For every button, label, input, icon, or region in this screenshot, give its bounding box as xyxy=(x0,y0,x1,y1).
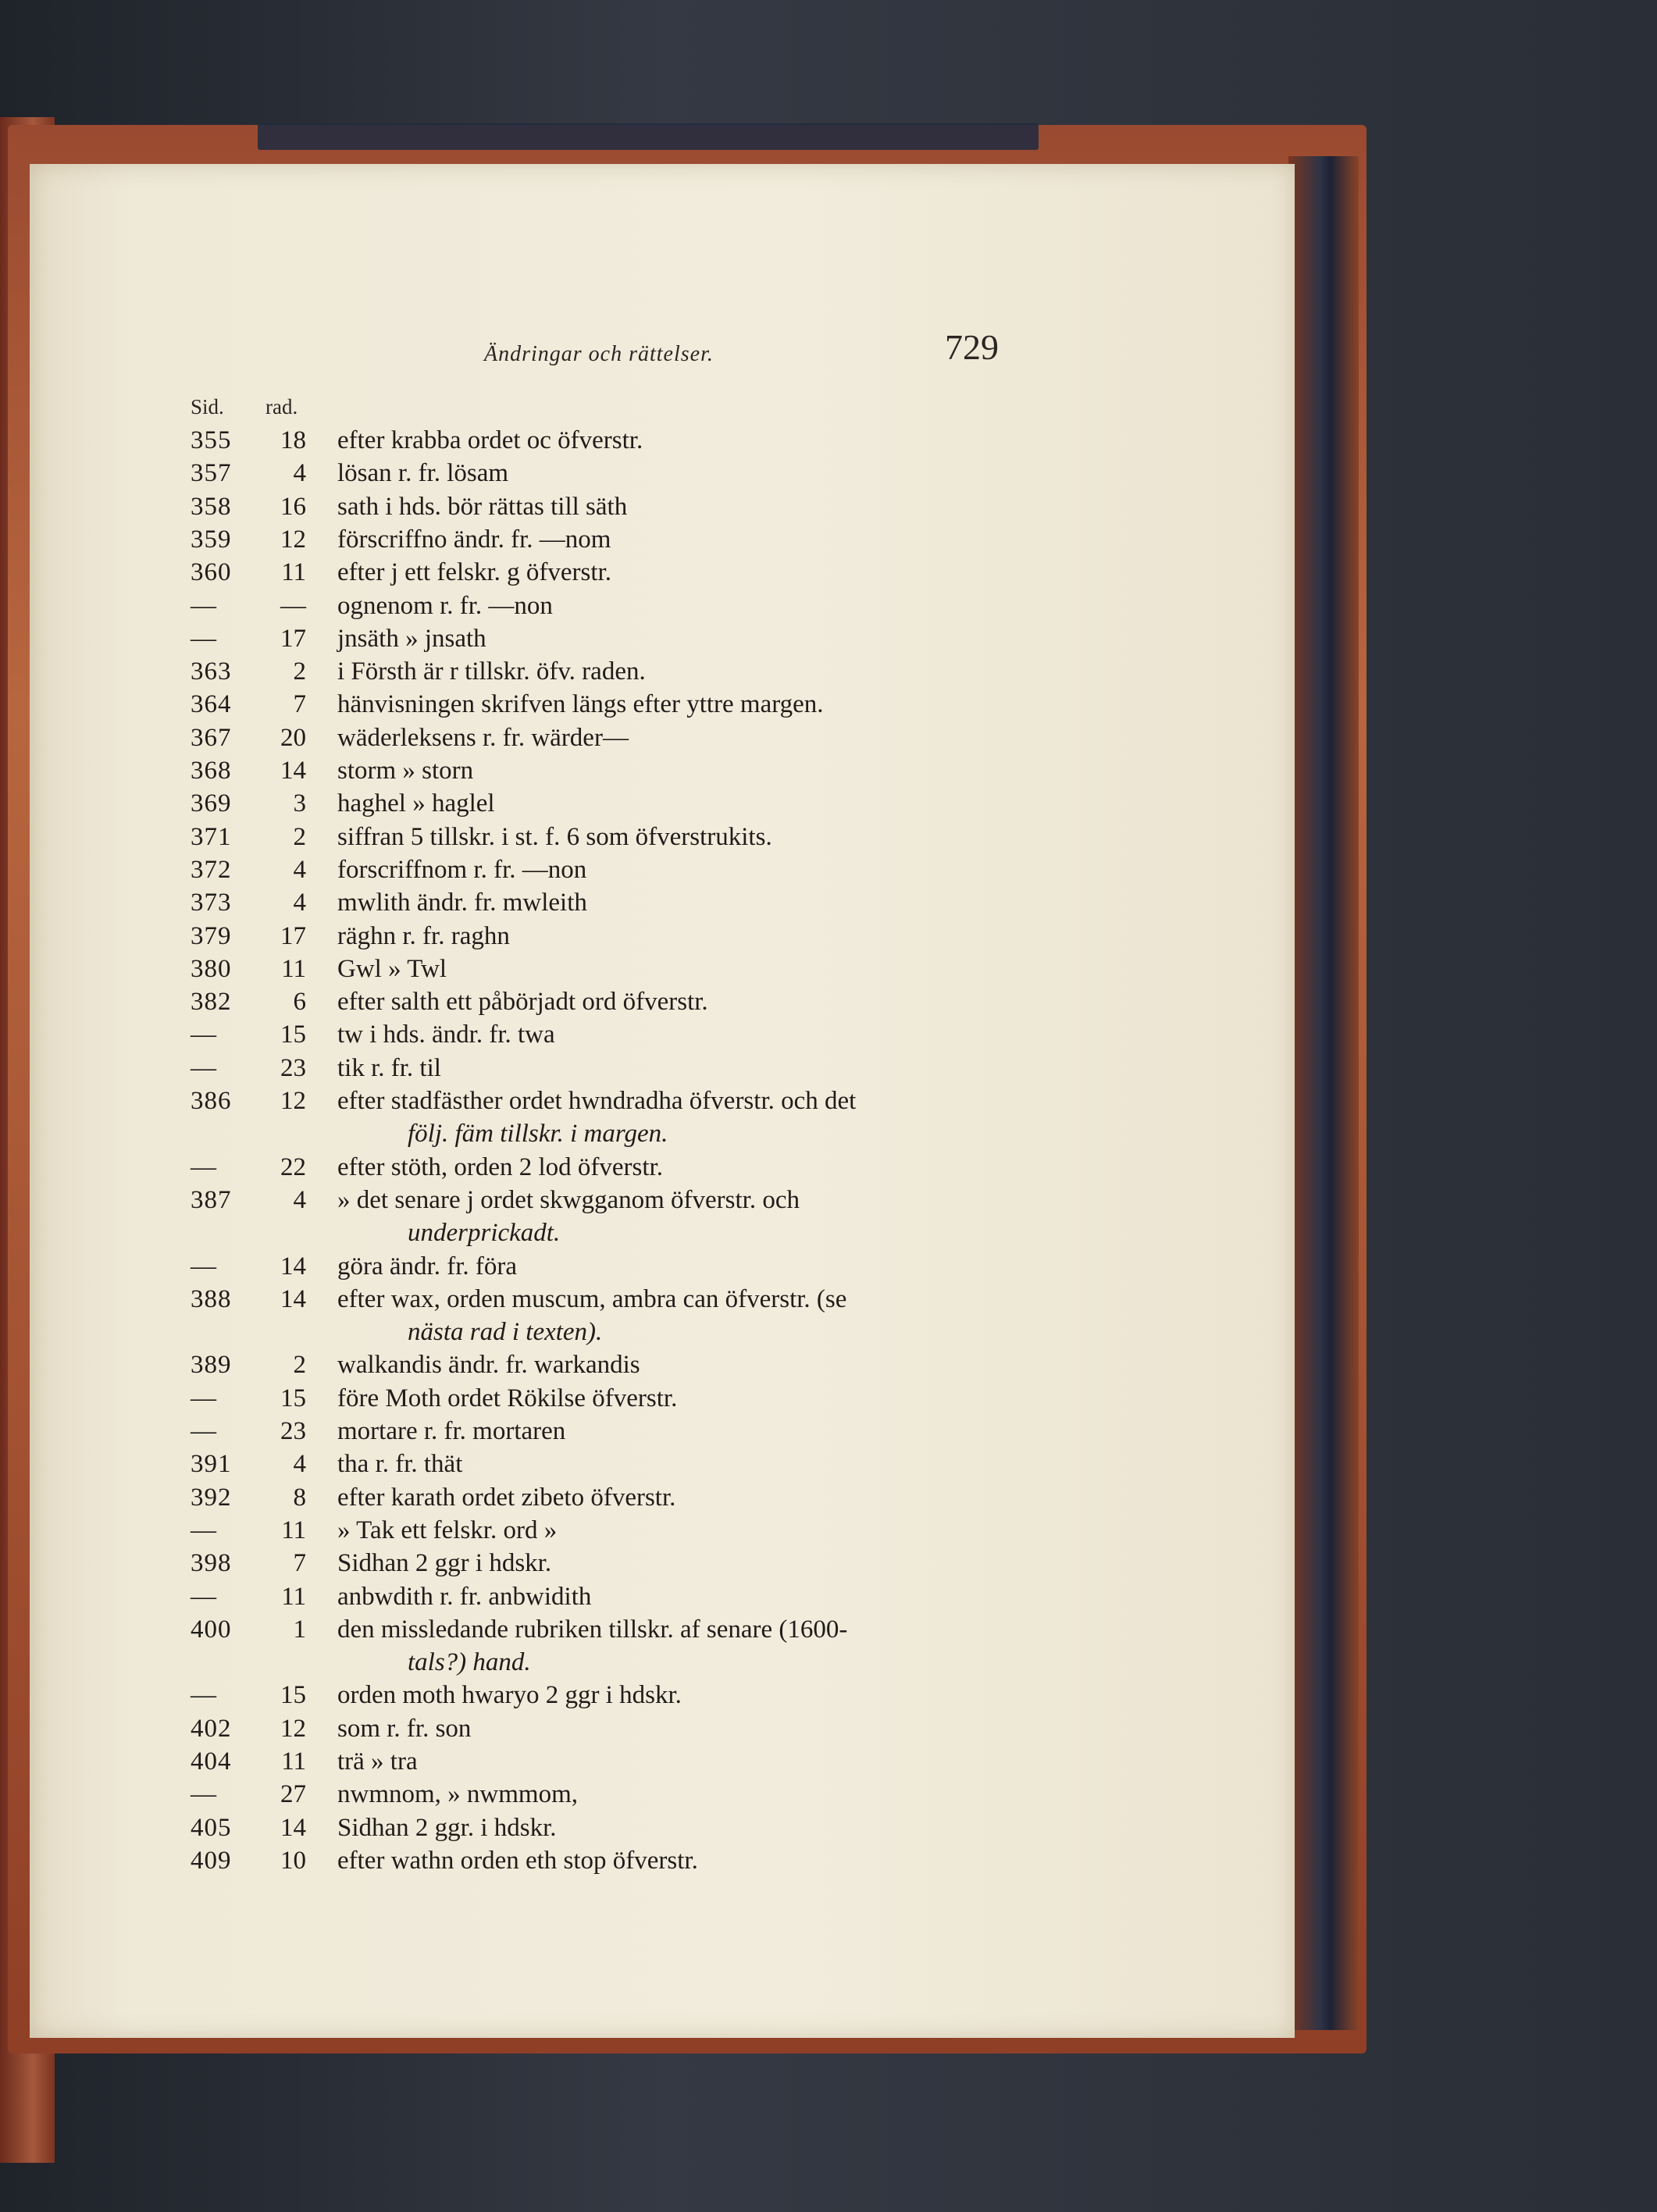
page-ref: 359 xyxy=(191,525,232,554)
correction-text: tals?) hand. xyxy=(408,1648,531,1677)
line-ref: 17 xyxy=(280,921,306,950)
errata-row xyxy=(0,1484,1657,1516)
line-ref: 12 xyxy=(280,525,306,554)
column-header-rad: rad. xyxy=(265,395,298,419)
correction-text: » det senare j ordet skwgganom öfverstr. och xyxy=(337,1185,800,1214)
page-ref: — xyxy=(191,1384,217,1412)
errata-row xyxy=(0,1351,1657,1384)
errata-row xyxy=(0,1153,1657,1186)
correction-text: tik r. fr. til xyxy=(337,1053,441,1082)
cover-top-edge xyxy=(258,123,1039,150)
correction-text: efter karath ordet zibeto öfverstr. xyxy=(337,1483,676,1512)
errata-row xyxy=(0,1120,1657,1152)
errata-row xyxy=(0,1583,1657,1615)
page-ref: 371 xyxy=(191,822,232,851)
line-ref: 12 xyxy=(280,1087,306,1115)
page-ref: — xyxy=(191,1780,217,1809)
errata-row xyxy=(0,757,1657,789)
correction-text: i Försth är r tillskr. öfv. raden. xyxy=(337,657,646,686)
correction-text: ognenom r. fr. —non xyxy=(337,591,553,620)
errata-row xyxy=(0,1516,1657,1549)
page-ref: — xyxy=(191,1252,217,1281)
correction-text: efter stadfästher ordet hwndradha öfverstr. och det xyxy=(337,1087,857,1115)
correction-text: Sidhan 2 ggr. i hdskr. xyxy=(337,1813,557,1842)
page-ref: 404 xyxy=(191,1747,232,1776)
line-ref: 1 xyxy=(293,1615,306,1644)
page-ref: 367 xyxy=(191,723,232,752)
page-ref: 369 xyxy=(191,789,232,818)
line-ref: 4 xyxy=(293,459,306,488)
page-ref: 392 xyxy=(191,1483,232,1512)
errata-row xyxy=(0,1087,1657,1120)
page-ref: — xyxy=(191,1681,217,1710)
page-ref: 364 xyxy=(191,690,232,719)
errata-row xyxy=(0,1814,1657,1847)
line-ref: 17 xyxy=(280,624,306,653)
correction-text: efter krabba ordet oc öfverstr. xyxy=(337,426,643,454)
page-ref: 386 xyxy=(191,1087,232,1115)
errata-row xyxy=(0,1186,1657,1219)
correction-text: Gwl » Twl xyxy=(337,954,447,983)
errata-row xyxy=(0,1450,1657,1483)
correction-text: sath i hds. bör rättas till säth xyxy=(337,492,628,521)
errata-row xyxy=(0,1054,1657,1087)
page-ref: — xyxy=(191,1053,217,1082)
line-ref: 7 xyxy=(293,690,306,719)
page-ref: — xyxy=(191,1417,217,1445)
errata-row xyxy=(0,1681,1657,1714)
running-header: Ändringar och rättelser. xyxy=(484,342,714,366)
errata-row xyxy=(0,690,1657,723)
page-ref: 402 xyxy=(191,1714,232,1743)
correction-text: tha r. fr. thät xyxy=(337,1450,463,1479)
line-ref: 15 xyxy=(280,1681,306,1710)
line-ref: 11 xyxy=(281,1582,306,1611)
page-ref: 358 xyxy=(191,492,232,521)
correction-text: walkandis ändr. fr. warkandis xyxy=(337,1351,640,1380)
correction-text: efter salth ett påbörjadt ord öfverstr. xyxy=(337,988,708,1017)
page-ref: 368 xyxy=(191,757,232,785)
line-ref: 4 xyxy=(293,855,306,884)
errata-row xyxy=(0,1285,1657,1318)
line-ref: 15 xyxy=(280,1021,306,1049)
page-ref: — xyxy=(191,591,217,620)
correction-text: tw i hds. ändr. fr. twa xyxy=(337,1021,555,1049)
correction-text: mwlith ändr. fr. mwleith xyxy=(337,889,587,917)
line-ref: 3 xyxy=(293,789,306,818)
correction-text: » Tak ett felskr. ord » xyxy=(337,1516,558,1544)
errata-row xyxy=(0,922,1657,955)
errata-row xyxy=(0,889,1657,921)
correction-text: trä » tra xyxy=(337,1747,418,1776)
line-ref: 4 xyxy=(293,889,306,917)
line-ref: 23 xyxy=(280,1053,306,1082)
errata-row xyxy=(0,1780,1657,1813)
line-ref: 22 xyxy=(280,1152,306,1181)
errata-row xyxy=(0,1417,1657,1450)
page-ref: 388 xyxy=(191,1284,232,1313)
page-ref: 380 xyxy=(191,954,232,983)
errata-row xyxy=(0,1648,1657,1681)
line-ref: 27 xyxy=(280,1780,306,1809)
errata-row xyxy=(0,1384,1657,1417)
correction-text: nästa rad i texten). xyxy=(408,1318,603,1347)
correction-text: anbwdith r. fr. anbwidith xyxy=(337,1582,592,1611)
line-ref: — xyxy=(280,591,306,620)
line-ref: 11 xyxy=(281,1516,306,1544)
page-ref: 357 xyxy=(191,459,232,488)
errata-row xyxy=(0,955,1657,988)
errata-row xyxy=(0,592,1657,625)
page-ref: 398 xyxy=(191,1549,232,1578)
line-ref: 20 xyxy=(280,723,306,752)
errata-row xyxy=(0,657,1657,690)
line-ref: 2 xyxy=(293,657,306,686)
errata-row xyxy=(0,459,1657,492)
page-ref: — xyxy=(191,1582,217,1611)
correction-text: göra ändr. fr. föra xyxy=(337,1252,517,1281)
line-ref: 14 xyxy=(280,1252,306,1281)
correction-text: räghn r. fr. raghn xyxy=(337,921,510,950)
page-ref: 387 xyxy=(191,1185,232,1214)
correction-text: förscriffno ändr. fr. —nom xyxy=(337,525,611,554)
errata-row xyxy=(0,1252,1657,1285)
line-ref: 18 xyxy=(280,426,306,454)
errata-row xyxy=(0,525,1657,558)
line-ref: 2 xyxy=(293,1351,306,1380)
line-ref: 10 xyxy=(280,1846,306,1875)
correction-text: Sidhan 2 ggr i hdskr. xyxy=(337,1549,552,1578)
page-ref: 405 xyxy=(191,1813,232,1842)
errata-row xyxy=(0,625,1657,657)
line-ref: 11 xyxy=(281,558,306,587)
line-ref: 14 xyxy=(280,1284,306,1313)
correction-text: mortare r. fr. mortaren xyxy=(337,1417,566,1445)
page-ref: 379 xyxy=(191,921,232,950)
page-number: 729 xyxy=(945,327,999,367)
page-ref: 400 xyxy=(191,1615,232,1644)
page-ref: 373 xyxy=(191,889,232,917)
line-ref: 8 xyxy=(293,1483,306,1512)
correction-text: jnsäth » jnsath xyxy=(337,624,486,653)
page-ref: 409 xyxy=(191,1846,232,1875)
page-ref: 372 xyxy=(191,855,232,884)
line-ref: 15 xyxy=(280,1384,306,1412)
column-header-sid: Sid. xyxy=(191,395,224,419)
errata-row xyxy=(0,1747,1657,1780)
correction-text: wäderleksens r. fr. wärder— xyxy=(337,723,629,752)
line-ref: 7 xyxy=(293,1549,306,1578)
correction-text: haghel » haglel xyxy=(337,789,495,818)
correction-text: efter stöth, orden 2 lod öfverstr. xyxy=(337,1152,663,1181)
page-ref: 360 xyxy=(191,558,232,587)
correction-text: forscriffnom r. fr. —non xyxy=(337,855,587,884)
correction-text: efter wax, orden muscum, ambra can öfverstr. (se xyxy=(337,1284,847,1313)
errata-row xyxy=(0,789,1657,822)
errata-row xyxy=(0,1715,1657,1747)
correction-text: den missledande rubriken tillskr. af senare (1600- xyxy=(337,1615,848,1644)
correction-text: hänvisningen skrifven längs efter yttre margen. xyxy=(337,690,824,719)
line-ref: 12 xyxy=(280,1714,306,1743)
line-ref: 11 xyxy=(281,954,306,983)
correction-text: orden moth hwaryo 2 ggr i hdskr. xyxy=(337,1681,682,1710)
line-ref: 16 xyxy=(280,492,306,521)
errata-row xyxy=(0,1219,1657,1252)
correction-text: siffran 5 tillskr. i st. f. 6 som öfverstrukits. xyxy=(337,822,772,851)
line-ref: 11 xyxy=(281,1747,306,1776)
correction-text: före Moth ordet Rökilse öfverstr. xyxy=(337,1384,678,1412)
errata-row xyxy=(0,724,1657,757)
page-ref: 391 xyxy=(191,1450,232,1479)
correction-text: underprickadt. xyxy=(408,1219,561,1248)
page-ref: 382 xyxy=(191,988,232,1017)
correction-text: lösan r. fr. lösam xyxy=(337,459,509,488)
errata-row xyxy=(0,1549,1657,1582)
line-ref: 6 xyxy=(293,988,306,1017)
errata-row xyxy=(0,493,1657,525)
page-ref: 355 xyxy=(191,426,232,454)
page-ref: — xyxy=(191,1152,217,1181)
correction-text: som r. fr. son xyxy=(337,1714,472,1743)
page-ref: — xyxy=(191,1516,217,1544)
line-ref: 14 xyxy=(280,1813,306,1842)
errata-row xyxy=(0,558,1657,591)
line-ref: 4 xyxy=(293,1185,306,1214)
errata-row xyxy=(0,856,1657,889)
correction-text: efter wathn orden eth stop öfverstr. xyxy=(337,1846,698,1875)
correction-text: storm » storn xyxy=(337,757,474,785)
page-ref: — xyxy=(191,1021,217,1049)
correction-text: efter j ett felskr. g öfverstr. xyxy=(337,558,611,587)
page-ref: — xyxy=(191,624,217,653)
line-ref: 4 xyxy=(293,1450,306,1479)
page-ref: 363 xyxy=(191,657,232,686)
line-ref: 23 xyxy=(280,1417,306,1445)
errata-row xyxy=(0,1021,1657,1053)
errata-row xyxy=(0,988,1657,1021)
errata-row xyxy=(0,1318,1657,1351)
correction-text: följ. fäm tillskr. i margen. xyxy=(408,1120,668,1149)
line-ref: 14 xyxy=(280,757,306,785)
errata-row xyxy=(0,823,1657,856)
page-ref: 389 xyxy=(191,1351,232,1380)
errata-row xyxy=(0,1847,1657,1879)
errata-row xyxy=(0,1615,1657,1648)
correction-text: nwmnom, » nwmmom, xyxy=(337,1780,579,1809)
line-ref: 2 xyxy=(293,822,306,851)
errata-row xyxy=(0,426,1657,459)
